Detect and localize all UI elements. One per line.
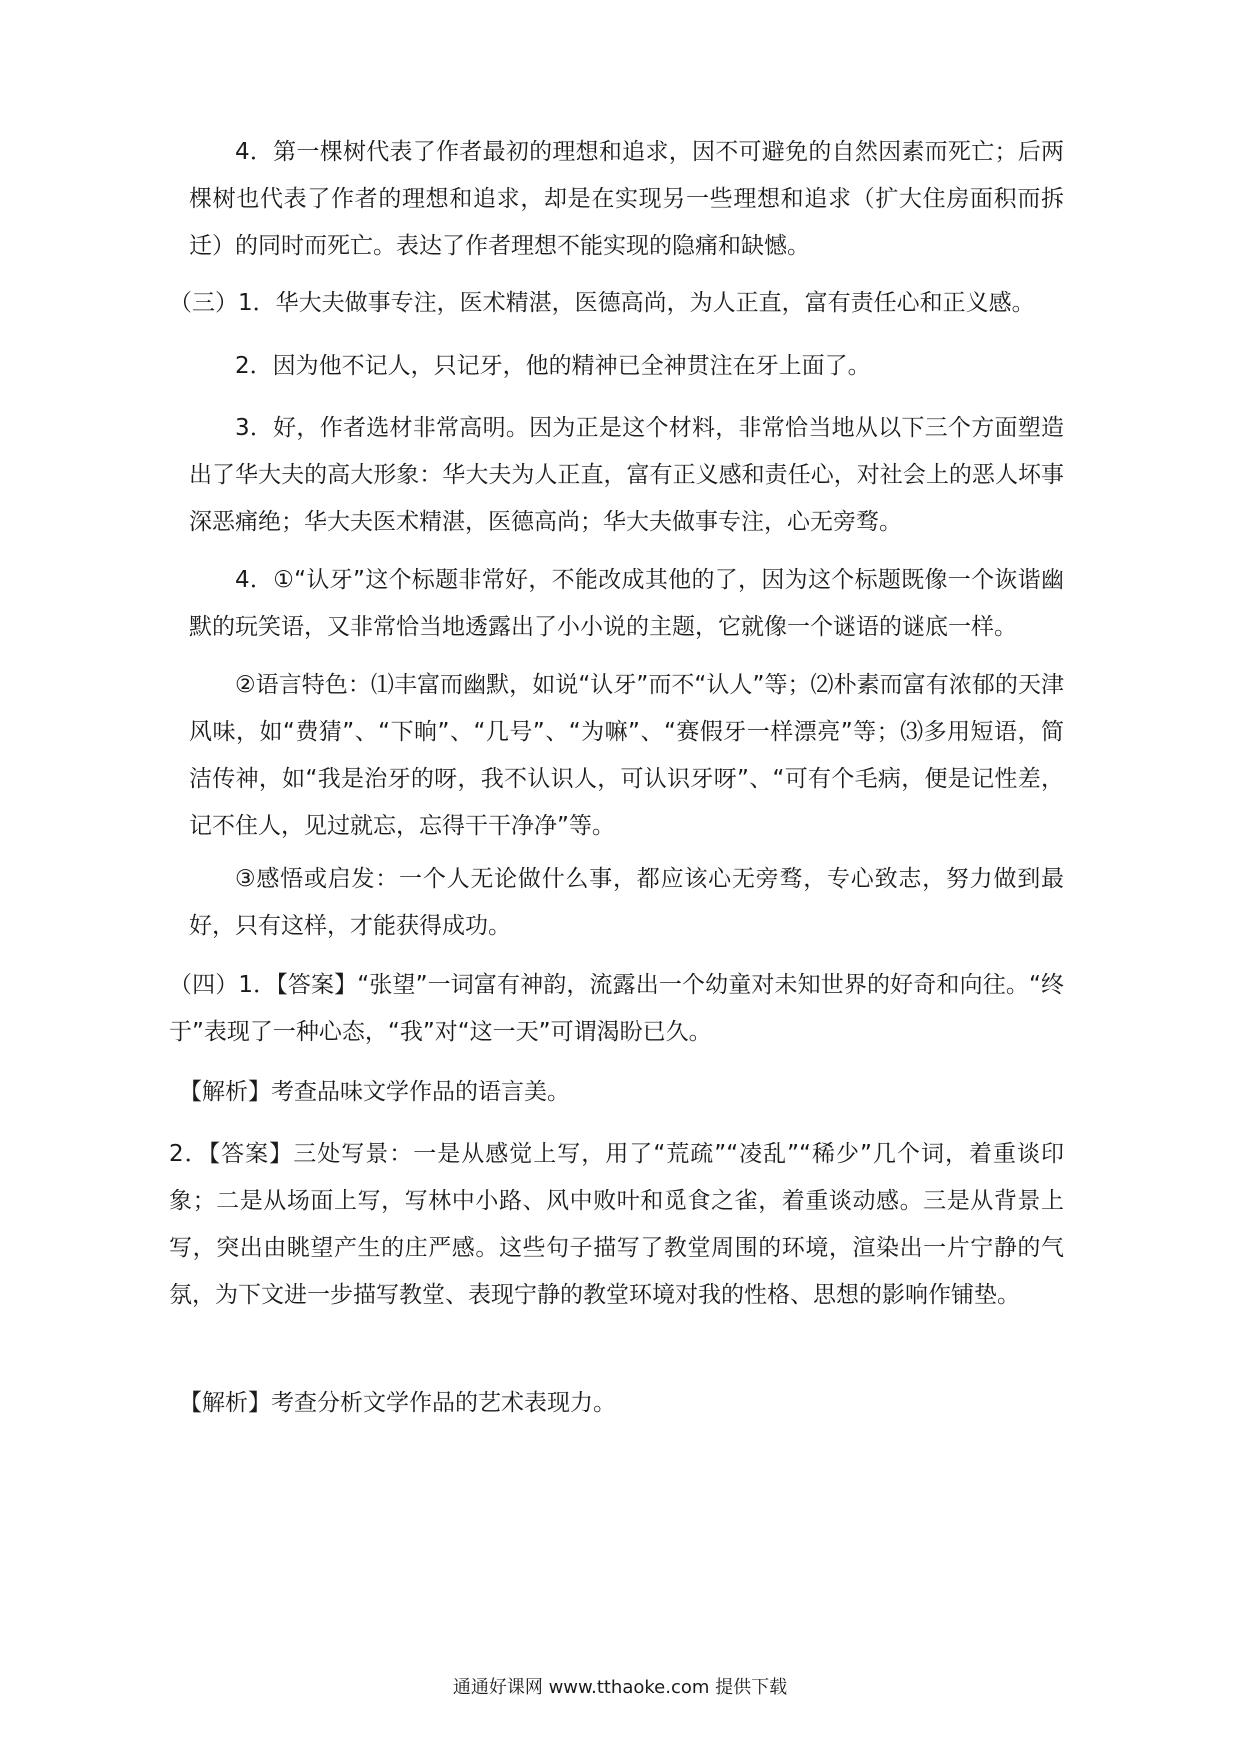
answer-paragraph-3-4-a: 4．①“认牙”这个标题非常好，不能改成其他的了，因为这个标题既像一个诙谐幽默的玩笑语，又非常恰当地透露出了小小说的主题，它就像一个谜语的谜底一样。 bbox=[189, 567, 1064, 640]
page-footer: 通通好课网 www.tthaoke.com 提供下载 bbox=[452, 1677, 788, 1698]
answer-paragraph-3-3: 3．好，作者选材非常高明。因为正是这个材料，非常恰当地从以下三个方面塑造出了华大夫的高大形象：华大夫为人正直，富有正义感和责任心，对社会上的恶人坏事深恶痛绝；华大夫医术精湛，医德高尚；华大夫做事专注，心无旁骛。 bbox=[189, 415, 1064, 535]
answer-paragraph-3-4-b: ②语言特色：⑴丰富而幽默，如说“认牙”而不“认人”等；⑵朴素而富有浓郁的天津风味，如“费猜”、“下晌”、“几号”、“为嘛”、“赛假牙一样漂亮”等；⑶多用短语，简洁传神，如“我是治牙的呀，我不认识人，可认识牙呀”、“可有个毛病，便是记性差，记不住人，见过就忘，忘得干干净净”等。 bbox=[189, 672, 1064, 839]
answer-paragraph-3-1: （三）1．华大夫做事专注，医术精湛，医德高尚，为人正直，富有责任心和正义感。 bbox=[169, 290, 1035, 316]
answer-paragraph-3-2: 2．因为他不记人，只记牙，他的精神已全神贯注在牙上面了。 bbox=[235, 353, 871, 379]
answer-paragraph-3-4-c: ③感悟或启发：一个人无论做什么事，都应该心无旁骛，专心致志，努力做到最好，只有这样，才能获得成功。 bbox=[189, 866, 1064, 939]
answer-paragraph-4-1: （四）1．【答案】“张望”一词富有神韵，流露出一个幼童对未知世界的好奇和向往。“终于”表现了一种心态，“我”对“这一天”可谓渴盼已久。 bbox=[169, 972, 1064, 1045]
answer-paragraph-2-4: 4．第一棵树代表了作者最初的理想和追求，因不可避免的自然因素而死亡；后两棵树也代表了作者的理想和追求，却是在实现另一些理想和追求（扩大住房面积而拆迁）的同时而死亡。表达了作者理想不能实现的隐痛和缺憾。 bbox=[189, 139, 1064, 259]
analysis-paragraph-4-2: 【解析】考查分析文学作品的艺术表现力。 bbox=[179, 1390, 616, 1416]
answer-paragraph-4-2: 2．【答案】三处写景：一是从感觉上写，用了“荒疏”“凌乱”“稀少”几个词，着重谈印象；二是从场面上写，写林中小路、风中败叶和觅食之雀，着重谈动感。三是从背景上写，突出由眺望产生的庄严感。这些句子描写了教堂周围的环境，渲染出一片宁静的气氛，为下文进一步描写教堂、表现宁静的教堂环境对我的性格、思想的影响作铺垫。 bbox=[169, 1141, 1064, 1308]
analysis-paragraph-4-1: 【解析】考查品味文学作品的语言美。 bbox=[179, 1079, 570, 1105]
